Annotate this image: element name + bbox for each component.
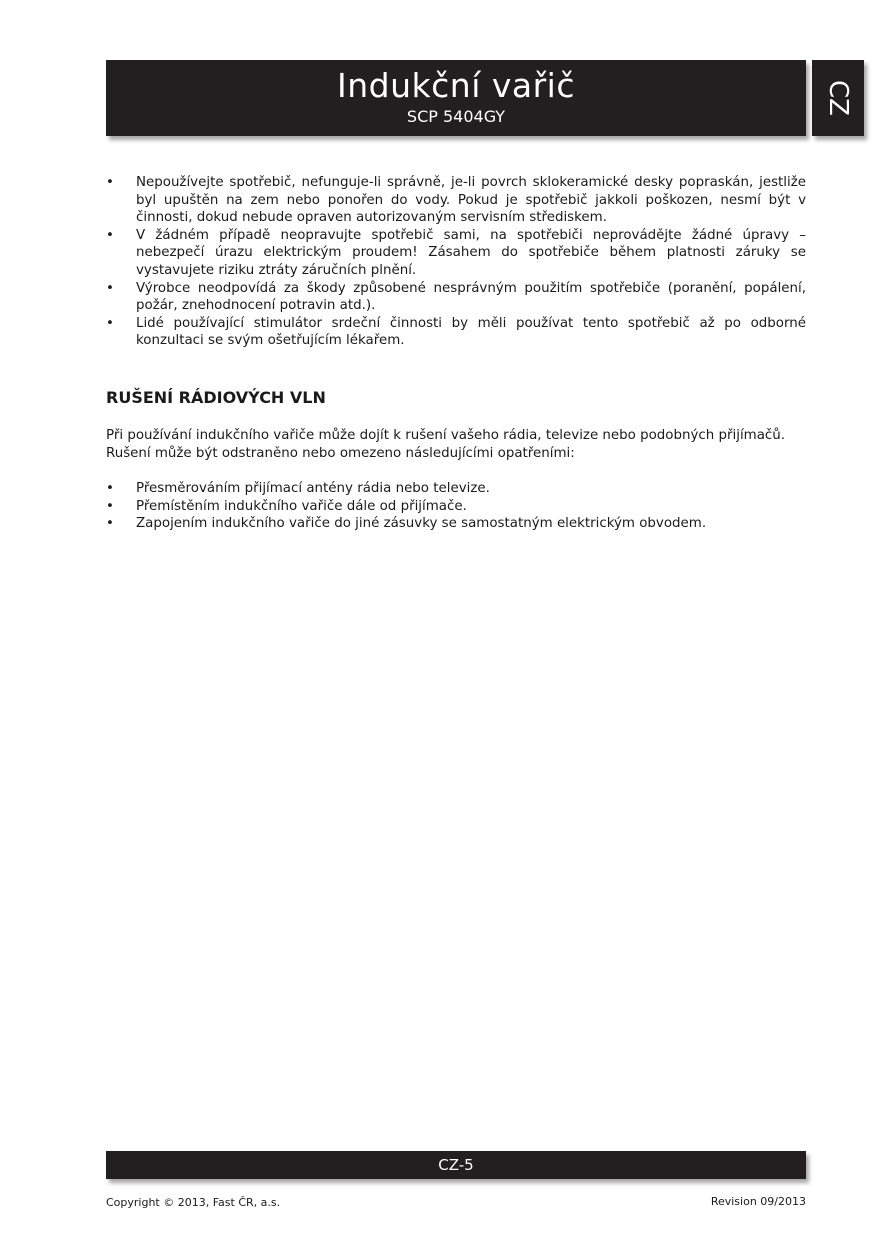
warning-list xyxy=(106,174,806,350)
list-item-text: Výrobce neodpovídá za škody způsobené nesprávným použitím spotřebiče (poranění, popálení, požár, znehodnocení potravin atd.). xyxy=(136,280,806,314)
list-item xyxy=(106,174,806,227)
list-item-text: Lidé používající stimulátor srdeční činnosti by měli používat tento spotřebič až po odborné konzultaci se svým ošetřujícím lékařem. xyxy=(136,315,806,349)
measures-list xyxy=(106,480,806,533)
list-item xyxy=(106,315,806,350)
header-banner xyxy=(106,60,806,136)
list-item-text: Přemístěním indukčního vařiče dále od přijímače. xyxy=(136,498,467,514)
list-item-text: Přesměrováním přijímací antény rádia nebo televize. xyxy=(136,481,490,497)
bullet-icon: • xyxy=(106,175,114,190)
main-content xyxy=(106,174,806,533)
bullet-icon: • xyxy=(106,315,114,331)
section-heading: RUŠENÍ RÁDIOVÝCH VLN xyxy=(106,387,326,407)
list-item xyxy=(106,498,806,516)
revision-text: Revision 09/2013 xyxy=(710,1195,806,1208)
page-number: CZ-5 xyxy=(438,1156,474,1174)
list-item-text: Nepoužívejte spotřebič, nefunguje-li správně, je-li povrch sklokeramické desky popraskán, jestliže byl upuštěn na zem nebo ponořen do vody. Pokud je spotřebič jakkoli poškozen, nesmí být v činnosti, dokud nebude opraven autorizovaným servisním střediskem. xyxy=(136,175,806,226)
language-tab xyxy=(812,60,864,136)
bullet-icon: • xyxy=(106,516,114,532)
footer-banner xyxy=(106,1151,806,1179)
list-item xyxy=(106,280,806,315)
bullet-icon: • xyxy=(106,280,114,296)
bullet-icon: • xyxy=(106,498,114,514)
list-item-text: Zapojením indukčního vařiče do jiné zásuvky se samostatným elektrickým obvodem. xyxy=(136,516,707,532)
bullet-icon: • xyxy=(106,481,114,497)
language-tab-label: CZ xyxy=(823,80,853,116)
list-item xyxy=(106,480,806,498)
list-item xyxy=(106,227,806,280)
section-intro: Při používání indukčního vařiče může dojít k rušení vašeho rádia, televize nebo podobných přijímačů. Rušení může být odstraněno nebo omezeno následujícími opatřeními: xyxy=(106,427,786,461)
copyright-text: Copyright © 2013, Fast ČR, a.s. xyxy=(106,1196,281,1209)
list-item xyxy=(106,515,806,533)
bullet-icon: • xyxy=(106,227,114,243)
page-title: Indukční vařič xyxy=(337,66,575,105)
list-item-text: V žádném případě neopravujte spotřebič sami, na spotřebiči neprovádějte žádné úpravy – nebezpečí úrazu elektrickým proudem! Zásahem do spotřebiče během platnosti záruky se vystavujete riziku ztráty záručních plnění. xyxy=(136,227,806,278)
model-number: SCP 5404GY xyxy=(406,107,506,126)
